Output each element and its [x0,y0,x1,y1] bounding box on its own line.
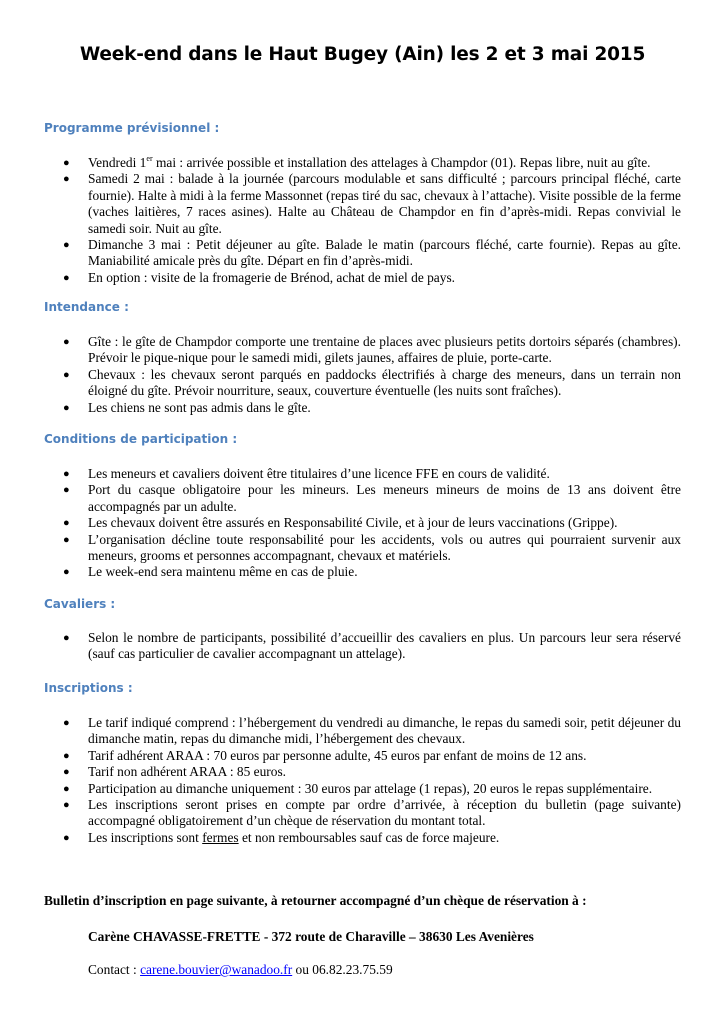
cavaliers-heading: Cavaliers : [44,597,116,611]
item-text: et non remboursables sauf cas de force majeure. [238,829,500,845]
item-text: Chevaux : les chevaux seront parqués en paddocks électrifiés à charge des meneurs, dans un terrain non éloigné du gîte. Prévoir nourriture, seaux, couverture éventuelle (les nuits sont fraîches). [88,366,681,399]
email-link[interactable]: carene.bouvier@wanadoo.fr [140,962,293,977]
bullet-icon: ● [63,566,70,579]
list-item [44,830,681,846]
bullet-icon: ● [63,717,70,729]
bullet-icon: ● [63,749,70,762]
list-item [44,155,681,171]
list-item [44,515,681,531]
postal-address: Carène CHAVASSE-FRETTE - 372 route de Charaville – 38630 Les Avenières [88,929,534,944]
bullet-icon: ● [63,533,70,546]
list-item [44,466,681,482]
bullet-icon: ● [63,336,70,348]
contact-label: Contact : [88,962,141,977]
cavaliers-list [44,630,681,663]
bullet-icon: ● [63,173,70,186]
conditions-list [44,466,681,581]
intendance-list [44,334,681,416]
item-text: Le tarif indiqué comprend : l’hébergement du vendredi au dimanche, le repas du samedi soir, petit déjeuner du dimanche matin, repas du dimanche midi, l’hébergement des chevaux. [88,715,681,747]
superscript: er [146,154,153,163]
bullet-icon: ● [63,799,70,812]
item-text: mai : arrivée possible et installation des attelages à Champdor (01). Repas libre, nuit au gîte. [152,155,651,170]
item-text: Participation au dimanche uniquement : 30 euros par attelage (1 repas), 20 euros le repas supplémentaire. [88,780,653,796]
bullet-icon: ● [63,484,70,497]
item-text: Dimanche 3 mai : Petit déjeuner au gîte. Balade le matin (parcours fléché, carte fournie). Repas au gîte. Maniabilité amicale près du gîte. Départ en fin d’après-midi. [88,237,681,269]
item-text: Gîte : le gîte de Champdor comporte une trentaine de places avec plusieurs petits dortoirs séparés (chambres). Prévoir le pique-nique pour le samedi midi, gilets jaunes, affaires de pluie, porte-carte. [88,334,681,366]
bullet-icon: ● [63,239,70,252]
item-text: Tarif adhérent ARAA : 70 euros par personne adulte, 45 euros par enfant de moins de 12 ans. [88,747,587,763]
list-item [44,781,681,797]
list-item [44,270,681,286]
bullet-icon: ● [63,517,70,530]
item-text: Les chevaux doivent être assurés en Responsabilité Civile, et à jour de leurs vaccinations (Grippe). [88,515,618,531]
list-item [44,797,681,830]
bullet-icon: ● [63,831,70,844]
inscriptions-heading: Inscriptions : [44,681,133,695]
item-text: Port du casque obligatoire pour les mineurs. Les meneurs mineurs de moins de 13 ans doivent être accompagnés par un adulte. [88,482,681,514]
item-text: Vendredi 1 [88,155,147,170]
list-item [44,171,681,237]
list-item [44,748,681,764]
bullet-icon: ● [63,766,70,779]
item-text: Les inscriptions sont [88,829,203,845]
underlined-word: fermes [202,829,239,845]
item-text: Samedi 2 mai : balade à la journée (parcours modulable et sans difficulté ; parcours principal fléché, carte fournie). Halte à midi à la ferme Massonnet (repas tiré du sac, chevaux à l’attache). Visite possible de la ferme (vaches laitières, 7 races asines). Halte au Château de Champdor en fin d’après-midi. Repas convivial le samedi soir. Nuit au gîte. [88,171,681,236]
item-text: L’organisation décline toute responsabilité pour les accidents, vols ou autres qui pourraient survenir aux meneurs, grooms et personnes accompagnant, chevaux et matériels. [88,531,681,564]
item-text: Les meneurs et cavaliers doivent être titulaires d’une licence FFE en cours de validité. [88,466,550,481]
bullet-icon: ● [63,157,70,169]
phone-number: ou 06.82.23.75.59 [292,962,393,977]
list-item [44,237,681,270]
bullet-icon: ● [63,632,70,644]
item-text: Selon le nombre de participants, possibilité d’accueillir des cavaliers en plus. Un parcours leur sera réservé (sauf cas particulier de cavalier accompagnant un attelage). [88,630,681,662]
list-item [44,334,681,367]
conditions-heading: Conditions de participation : [44,432,238,446]
list-item [44,482,681,515]
list-item [44,630,681,663]
intendance-heading: Intendance : [44,300,129,314]
inscriptions-list [44,715,681,846]
item-text: Tarif non adhérent ARAA : 85 euros. [88,764,287,780]
programme-list [44,155,681,286]
bulletin-instructions: Bulletin d’inscription en page suivante, à retourner accompagné d’un chèque de réservation à : [44,893,587,908]
list-item [44,564,681,580]
list-item [44,367,681,400]
item-text: Le week-end sera maintenu même en cas de pluie. [88,564,358,580]
bullet-icon: ● [63,368,70,381]
bullet-icon: ● [63,271,70,284]
list-item [44,715,681,748]
item-text: Les chiens ne sont pas admis dans le gîte. [88,399,311,415]
bullet-icon: ● [63,401,70,414]
list-item [44,764,681,780]
bullet-icon: ● [63,468,70,480]
contact-line [88,962,393,978]
list-item [44,400,681,416]
programme-heading: Programme prévisionnel : [44,121,220,135]
item-text: En option : visite de la fromagerie de Brénod, achat de miel de pays. [88,269,456,285]
bullet-icon: ● [63,782,70,795]
list-item [44,532,681,565]
item-text: Les inscriptions seront prises en compte par ordre d’arrivée, à réception du bulletin (page suivante) accompagné obligatoirement d’un chèque de réservation du montant total. [88,797,681,829]
document-title: Week-end dans le Haut Bugey (Ain) les 2 et 3 mai 2015 [79,44,646,65]
